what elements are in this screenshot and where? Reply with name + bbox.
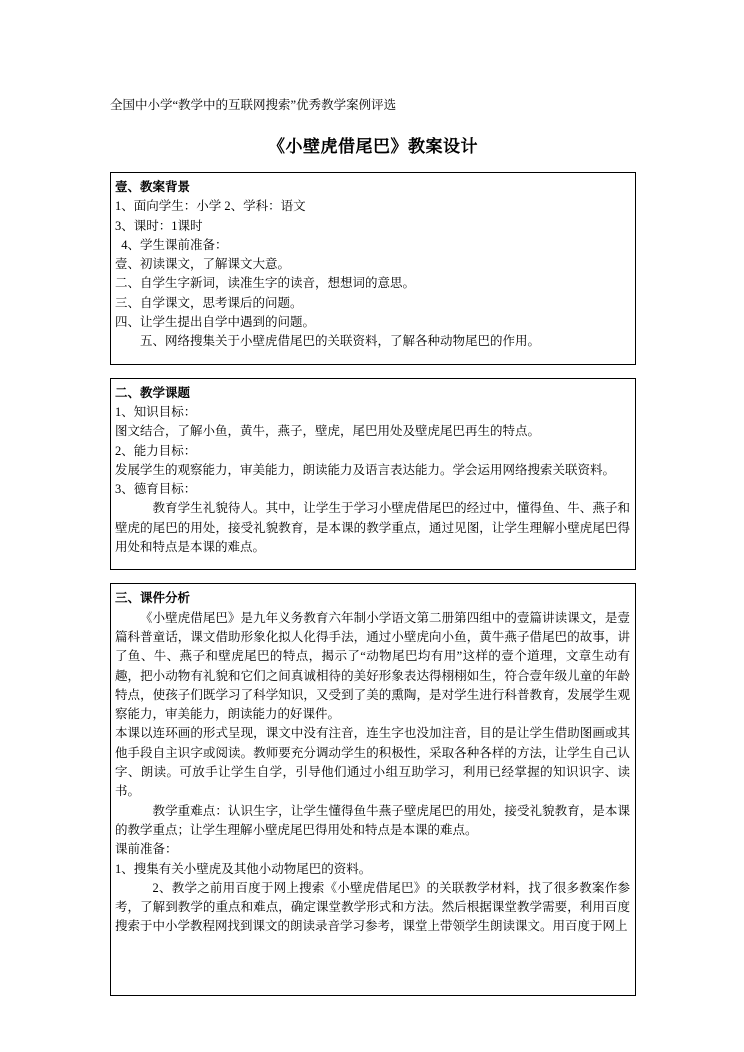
text-line: 1、知识目标： [115, 404, 197, 419]
section-heading: 壹、教案背景 [115, 180, 191, 194]
text-line: 4、学生课前准备： [121, 237, 228, 252]
text-line: 壹、初读课文，了解课文大意。 [115, 257, 291, 272]
text-line: 五、网络搜集关于小壁虎借尾巴的关联资料，了解各种动物尾巴的作用。 [140, 334, 541, 349]
text-line: 3、德育目标： [115, 482, 197, 497]
text-line: 课前准备： [115, 842, 178, 857]
text-line: 发展学生的观察能力，审美能力，朗读能力及语言表达能力。学会运用网络搜索关联资料。 [115, 462, 616, 477]
contest-header: 全国中小学“教学中的互联网搜索”优秀教学案例评选 [110, 98, 397, 112]
section-teaching-topic [110, 378, 636, 571]
text-paragraph: 教育学生礼貌待人。其中，让学生于学习小壁虎借尾巴的经过中，懂得鱼、牛、燕子和壁虎的尾巴的用处，接受礼貌教育，是本课的教学重点，通过见图，让学生理解小壁虎尾巴得用处和特点是本课的难点。 [115, 501, 630, 555]
text-line: 3、课时：1课时 [115, 218, 203, 233]
section-heading: 二、教学课题 [115, 385, 191, 400]
text-paragraph: 本课以连环画的形式呈现，课文中没有注音，连生字也没加注音，目的是让学生借助图画或其他手段自主识字或阅读。教师要充分调动学生的积极性，采取各种各样的方法，让学生自己认字、朗读。可放手让学生自学，引导他们通过小组互助学习，利用已经掌握的知识识字、读书。 [115, 726, 630, 799]
text-line: 1、搜集有关小壁虎及其他小动物尾巴的资料。 [115, 861, 372, 876]
text-line: 二、自学生字新词，读准生字的读音，想想词的意思。 [115, 276, 416, 291]
page-title: 《小壁虎借尾巴》教案设计 [268, 137, 478, 156]
text-paragraph: 教学重难点：认识生字，让学生懂得鱼牛燕子壁虎尾巴的用处，接受礼貌教育，是本课的教学重点；让学生理解小壁虎尾巴得用处和特点是本课的难点。 [115, 803, 630, 837]
text-line: 1、面向学生：小学 2、学科：语文 [115, 199, 306, 214]
section-lesson-background [110, 172, 636, 365]
text-line: 四、让学生提出自学中遇到的问题。 [115, 315, 316, 330]
text-paragraph: 《小壁虎借尾巴》是九年义务教育六年制小学语文第二册第四组中的壹篇讲读课文，是壹篇科普童话，课文借助形象化拟人化得手法，通过小壁虎向小鱼，黄牛燕子借尾巴的故事，讲了鱼、牛、燕子和壁虎尾巴的特点，揭示了“动物尾巴均有用”这样的壹个道理，文章生动有趣，把小动物有礼貌和它们之间真诚相待的美好形象表达得栩栩如生，符合壹年级儿童的年龄特点，使孩子们既学习了科学知识，又受到了美的熏陶，是对学生进行科普教育，发展学生观察能力，审美能力，朗读能力的好课件。 [115, 610, 630, 722]
section-courseware-analysis [110, 583, 636, 996]
section-heading: 三、课件分析 [115, 591, 191, 606]
text-line: 图文结合，了解小鱼，黄牛，燕子，壁虎，尾巴用处及壁虎尾巴再生的特点。 [115, 424, 541, 439]
text-paragraph: 2、教学之前用百度于网上搜索《小壁虎借尾巴》的关联教学材料，找了很多教案作参考，了解到教学的重点和难点，确定课堂教学形式和方法。然后根据课堂教学需要，利用百度搜索于中小学教程网找到课文的朗读录音学习参考，课堂上带领学生朗读课文。用百度于网上 [115, 880, 630, 934]
text-line: 三、自学课文，思考课后的问题。 [115, 295, 303, 310]
text-line: 2、能力目标： [115, 443, 197, 458]
